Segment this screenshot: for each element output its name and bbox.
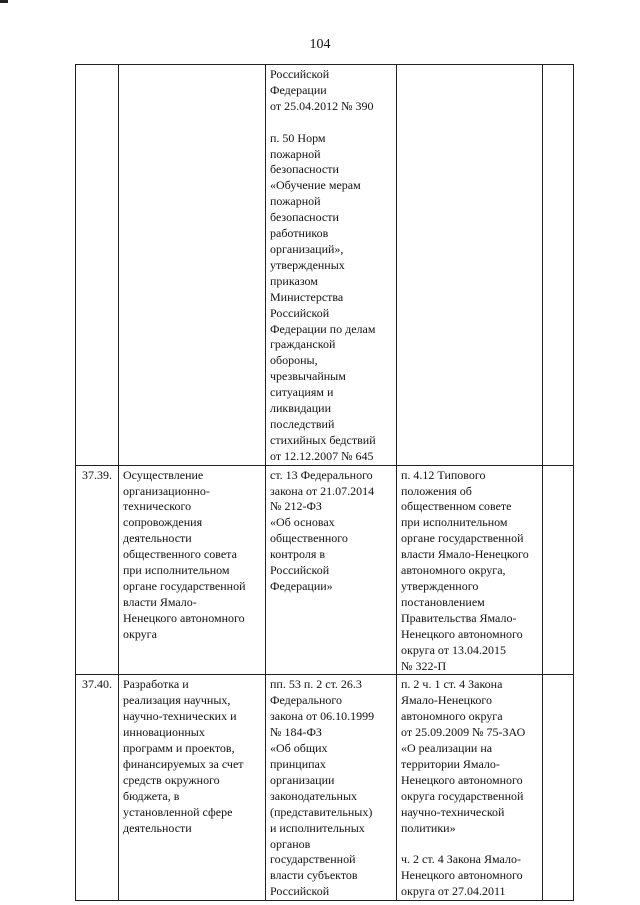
federal-norm-cell: Российской Федерации от 25.04.2012 № 390 п. 50 Норм пожарной безопасности «Обучение мерам пожарной безопасности работников организаций», утвержденных приказом Министерства Российской Федерации по делам гражданской обороны, чрезвычайным ситуациям и ликвидации последствий стихийных бедствий от 12.12.2007 № 645 bbox=[266, 65, 397, 466]
regional-norm-cell: п. 2 ч. 1 ст. 4 Закона Ямало-Ненецкого автономного округа от 25.09.2009 № 75-ЗАО «О реализации на территории Ямало- Ненецкого автономного округа государственной научно-технической политики» ч. 2 ст. 4 Закона Ямало- Ненецкого автономного округа от 27.04.2011 bbox=[397, 675, 543, 901]
requirement-cell: Разработка и реализация научных, научно-технических и инновационных программ и проектов, финансируемых за счет средств окружного бюджета, в установленной сфере деятельности bbox=[119, 675, 266, 901]
register-table bbox=[75, 64, 574, 901]
federal-norm-cell: пп. 53 п. 2 ст. 26.3 Федерального закона от 06.10.1999 № 184-ФЗ «Об общих принципах организации законодательных (представительных) и исполнительных органов государственной власти субъектов Российской bbox=[266, 675, 397, 901]
row-number: 37.39. bbox=[76, 465, 119, 675]
scan-corner-mark bbox=[0, 0, 8, 3]
regional-norm-cell bbox=[397, 65, 543, 466]
requirement-cell: Осуществление организационно- технического сопровождения деятельности общественного совета при исполнительном органе государственной власти Ямало- Ненецкого автономного округа bbox=[119, 465, 266, 675]
federal-norm-cell: ст. 13 Федерального закона от 21.07.2014 № 212-ФЗ «Об основах общественного контроля в Российской Федерации» bbox=[266, 465, 397, 675]
extra-cell bbox=[543, 465, 574, 675]
extra-cell bbox=[543, 675, 574, 901]
table-row bbox=[76, 65, 574, 466]
table-row bbox=[76, 465, 574, 675]
row-number: 37.40. bbox=[76, 675, 119, 901]
row-number bbox=[76, 65, 119, 466]
regional-norm-cell: п. 4.12 Типового положения об общественном совете при исполнительном органе государственной власти Ямало-Ненецкого автономного округа, утвержденного постановлением Правительства Ямало- Ненецкого автономного округа от 13.04.2015 № 322-П bbox=[397, 465, 543, 675]
extra-cell bbox=[543, 65, 574, 466]
requirement-cell bbox=[119, 65, 266, 466]
page-number: 104 bbox=[309, 37, 331, 52]
table-row bbox=[76, 675, 574, 901]
